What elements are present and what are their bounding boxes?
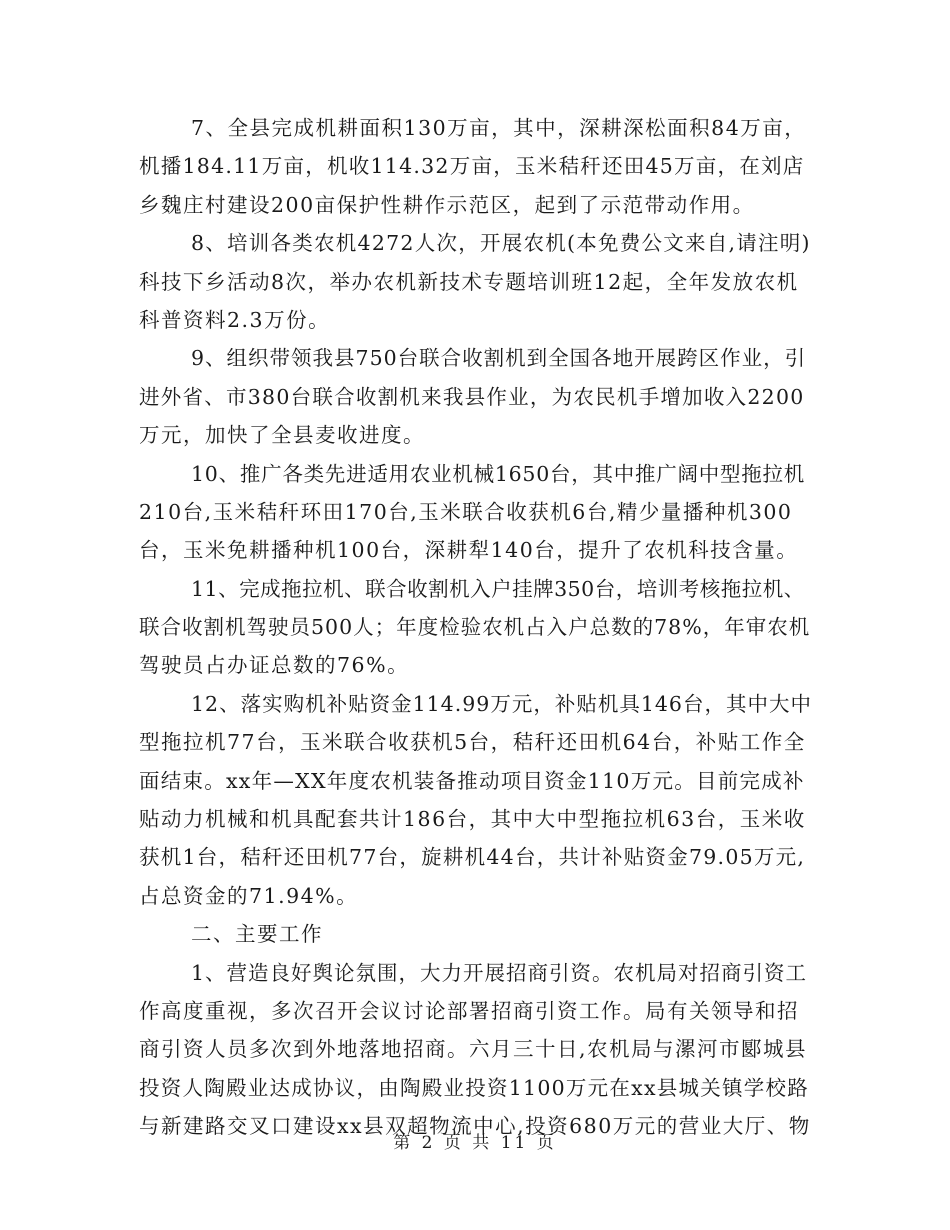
- text-line: 科普资料2.3万份。: [139, 307, 331, 332]
- text-line: 投资人陶殿业达成协议，由陶殿业投资1100万元在xx县城关镇学校路: [139, 1075, 810, 1100]
- text-line: 万元，加快了全县麦收进度。: [139, 423, 425, 448]
- text-line: 机播184.11万亩，机收114.32万亩，玉米秸秆还田45万亩，在刘店: [139, 154, 805, 179]
- text-line: 210台,玉米秸秆环田170台,玉米联合收获机6台,精少量播种机300: [139, 499, 793, 524]
- text-line: 进外省、市380台联合收割机来我县作业，为农民机手增加收入2200: [139, 384, 805, 409]
- document-body: [139, 109, 819, 1146]
- text-line: 与新建路交叉口建设xx县双超物流中心,投资680万元的营业大厅、物: [139, 1114, 811, 1139]
- text-line: 贴动力机械和机具配套共计186台，其中大中型拖拉机63台，玉米收: [139, 807, 806, 832]
- text-line: 联合收割机驾驶员500人；年度检验农机占入户总数的78%，年审农机: [139, 615, 811, 640]
- text-line: 占总资金的71.94%。: [139, 883, 359, 908]
- text-line: 面结束。xx年—XX年度农机装备推动项目资金110万元。目前完成补: [139, 768, 805, 793]
- text-line: 二、主要工作: [191, 922, 323, 947]
- text-line: 台，玉米免耕播种机100台，深耕犁140台，提升了农机科技含量。: [139, 538, 799, 563]
- text-line: 型拖拉机77台，玉米联合收获机5台，秸秆还田机64台，补贴工作全: [139, 730, 806, 755]
- text-line: 科技下乡活动8次，举办农机新技术专题培训班12起，全年发放农机: [139, 269, 799, 294]
- text-line: 11、完成拖拉机、联合收割机入户挂牌350台，培训考核拖拉机、: [191, 576, 805, 601]
- text-line: 1、营造良好舆论氛围，大力开展招商引资。农机局对招商引资工: [191, 960, 808, 985]
- text-line: 8、培训各类农机4272人次，开展农机(本免费公文来自,请注明): [191, 231, 811, 256]
- text-line: 获机1台，秸秆还田机77台，旋耕机44台，共计补贴资金79.05万元,: [139, 845, 806, 870]
- text-line: 作高度重视，多次召开会议讨论部署招商引资工作。局有关领导和招: [139, 998, 799, 1023]
- text-line: 10、推广各类先进适用农业机械1650台，其中推广阔中型拖拉机: [191, 461, 806, 486]
- text-line: 7、全县完成机耕面积130万亩，其中，深耕深松面积84万亩，: [191, 116, 807, 140]
- text-line: 驾驶员占办证总数的76%。: [139, 653, 410, 678]
- text-line: 9、组织带领我县750台联合收割机到全国各地开展跨区作业，引: [191, 346, 807, 371]
- text-line: 商引资人员多次到外地落地招商。六月三十日,农机局与漯河市郾城县: [139, 1037, 808, 1062]
- text-line: 乡魏庄村建设200亩保护性耕作示范区，起到了示范带动作用。: [139, 192, 755, 217]
- page-footer: 第 2 页 共 11 页: [393, 1133, 557, 1153]
- text-line: 12、落实购机补贴资金114.99万元，补贴机具146台，其中大中: [191, 691, 812, 716]
